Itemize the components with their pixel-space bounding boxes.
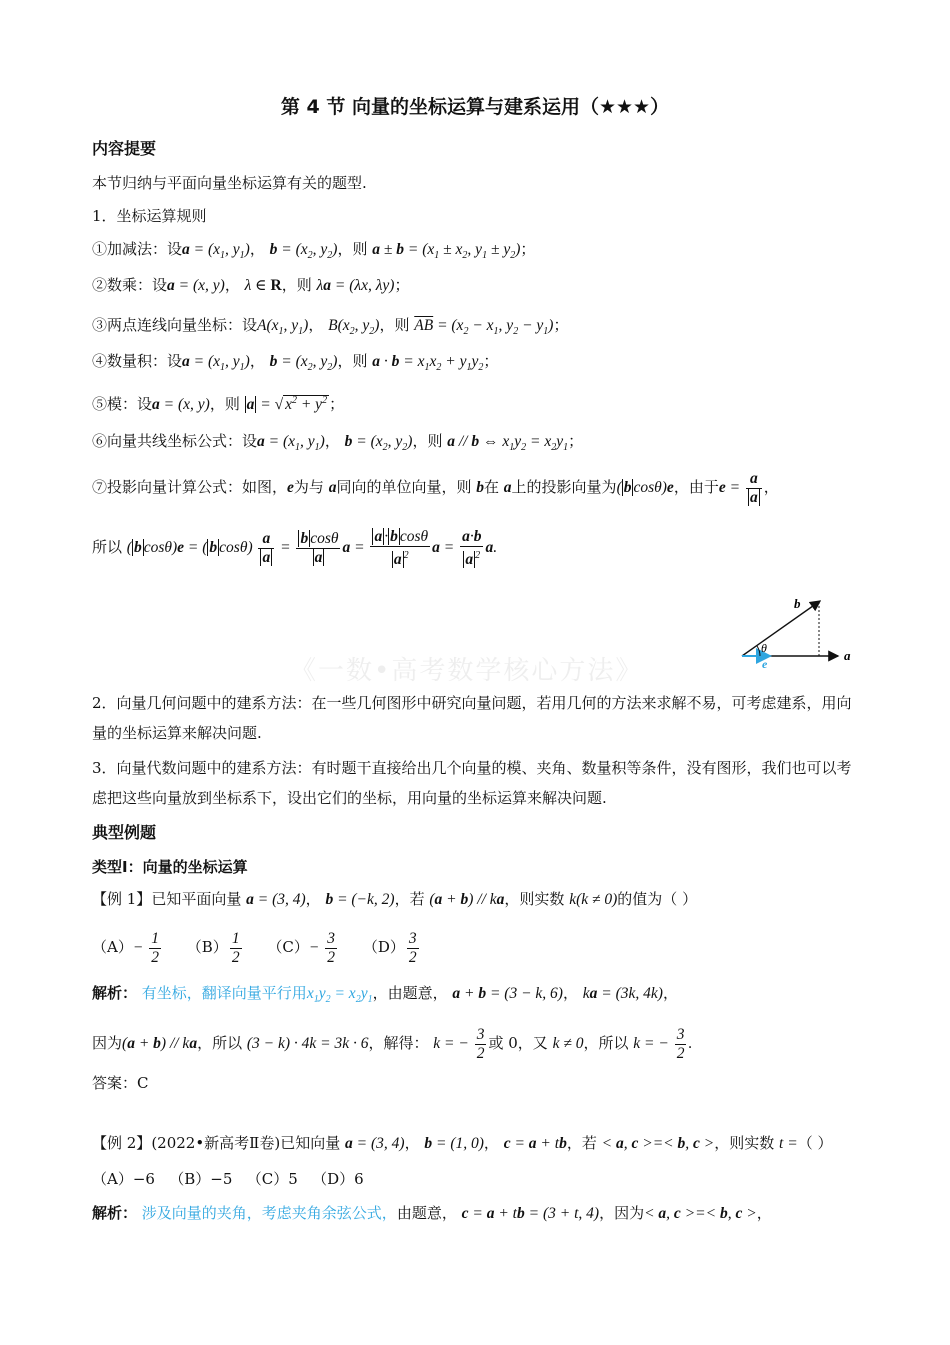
rule-add-sub: ①加减法：设$a = (x_1$, $y_1$)， $b = (x_2$, $y_2$)，则 $a \pm b = (x_1 \pm x_2$, $y_1 \pm y_2$)；: [92, 240, 536, 262]
rule-dot-product: ④数量积：设$a = (x_1$, $y_1$)， $b = (x_2$, $y_2$)，则 $a \cdot b = x_1x_2 + y_1y_2$；: [92, 352, 499, 374]
example1-analysis: 解析： 有坐标，翻译向量平行用$x_1y_2 = x_2y_1$，由题意， a + b = (3 − k, 6)， ka = (3k, 4k)，: [92, 984, 678, 1006]
angle-arc: [757, 646, 760, 656]
option-c: （C）5: [246, 1170, 298, 1188]
rule-scalar: ②数乘：设a = (x, y)， λ ∈ R，则 λa = (λx, λy)；: [92, 276, 410, 294]
summary-intro: 本节归纳与平面向量坐标运算有关的题型.: [92, 174, 367, 192]
label-b: b: [794, 596, 801, 611]
section-title: 第 4 节 向量的坐标运算与建系运用（★★★）: [280, 96, 670, 118]
example1-analysis-line2: 因为(a + b) // ka，所以 (3 − k) · 4k = 3k · 6，解得： k = − $\frac{3}{2}$ 或 0，又 k ≠ 0，所以 k = − $\frac{3}{2}$ .: [92, 1026, 693, 1062]
example1-stem: 【例 1】已知平面向量 a = (3, 4)， b = (−k, 2)，若 (a + b) // ka，则实数 k(k ≠ 0)的值为（ ）: [92, 890, 698, 908]
rule-collinear: ⑥向量共线坐标公式：设$a = (x_1$, $y_1$)， $b = (x_2$, $y_2$)，则 a // b ⇔ $x_1y_2 = x_2y_1$；: [92, 432, 584, 454]
alg-method-paragraph: 3．向量代数问题中的建系方法：有时题干直接给出几个向量的模、夹角、数量积等条件，没有图形，我们也可以考虑把这些向量放到坐标系下，设出它们的坐标，用向量的坐标运算来解决问题.: [92, 759, 852, 807]
label-theta: θ: [761, 641, 767, 655]
example1-answer: 答案：C: [92, 1074, 149, 1092]
rule-magnitude: ⑤模：设a = (x, y)，则 a = √ $x^2 + y^2$ ；: [92, 395, 345, 414]
option-d: （D） $\frac{3}{2}$: [362, 930, 417, 966]
option-a: （A）−6: [92, 1170, 155, 1188]
option-b: （B） $\frac{1}{2}$: [186, 930, 240, 966]
option-b: （B）−5: [169, 1170, 233, 1188]
rules-heading: 1．坐标运算规则: [92, 207, 207, 225]
rule-projection-derivation: 所以 ( b cosθ)e = ( b cosθ) $\frac{a}{a}$ = $\frac{\text{b cosθ}}{a}$ a = $\frac{\text{a · b cosθ}}{a ^2}$ a = $\frac{a\cdot b}{a ^2}$ a.: [92, 528, 498, 569]
example2-analysis: 解析： 涉及向量的夹角，考虑夹角余弦公式，由题意， c = a + tb = (3 + t, 4)，因为< a, c >=< b, c >，: [92, 1204, 772, 1222]
label-e: e: [762, 657, 768, 671]
example2-options: [92, 1168, 364, 1190]
heading-examples: 典型例题: [92, 823, 157, 842]
label-a: a: [844, 648, 851, 663]
heading-summary: 内容提要: [92, 139, 157, 158]
option-c: （C）− $\frac{3}{2}$: [267, 930, 335, 966]
example2-stem: 【例 2】(2022•新高考Ⅱ卷)已知向量 a = (3, 4)， b = (1, 0)， c = a + tb，若 < a, c >=< b, c >，则实数 t =（ ）: [92, 1134, 833, 1152]
type1-heading: 类型Ⅰ：向量的坐标运算: [92, 858, 248, 876]
example1-options: [92, 930, 421, 967]
vector-b-arrow: [742, 601, 820, 656]
geo-method-paragraph: 2．向量几何问题中的建系方法：在一些几何图形中研究向量问题，若用几何的方法来求解不易，可考虑建系，用向量的坐标运算来解决问题.: [92, 694, 852, 742]
rule-projection: ⑦投影向量计算公式：如图，e为与 a同向的单位向量，则 b在 a上的投影向量为( b cosθ)e，由于e = $\frac{a}{a}$ ，: [92, 470, 779, 506]
option-a: （A）− $\frac{1}{2}$: [92, 930, 159, 966]
projection-figure: [730, 592, 860, 672]
option-d: （D）6: [312, 1170, 364, 1188]
rule-two-points: ③两点连线向量坐标：设$A(x_1$, $y_1$)， $B(x_2$, $y_2$)，则 $\overline{AB} = (x_2 - x_1$, $y_2 - y_1$)；: [92, 316, 569, 338]
watermark: 《一数•高考数学核心方法》: [290, 656, 644, 686]
